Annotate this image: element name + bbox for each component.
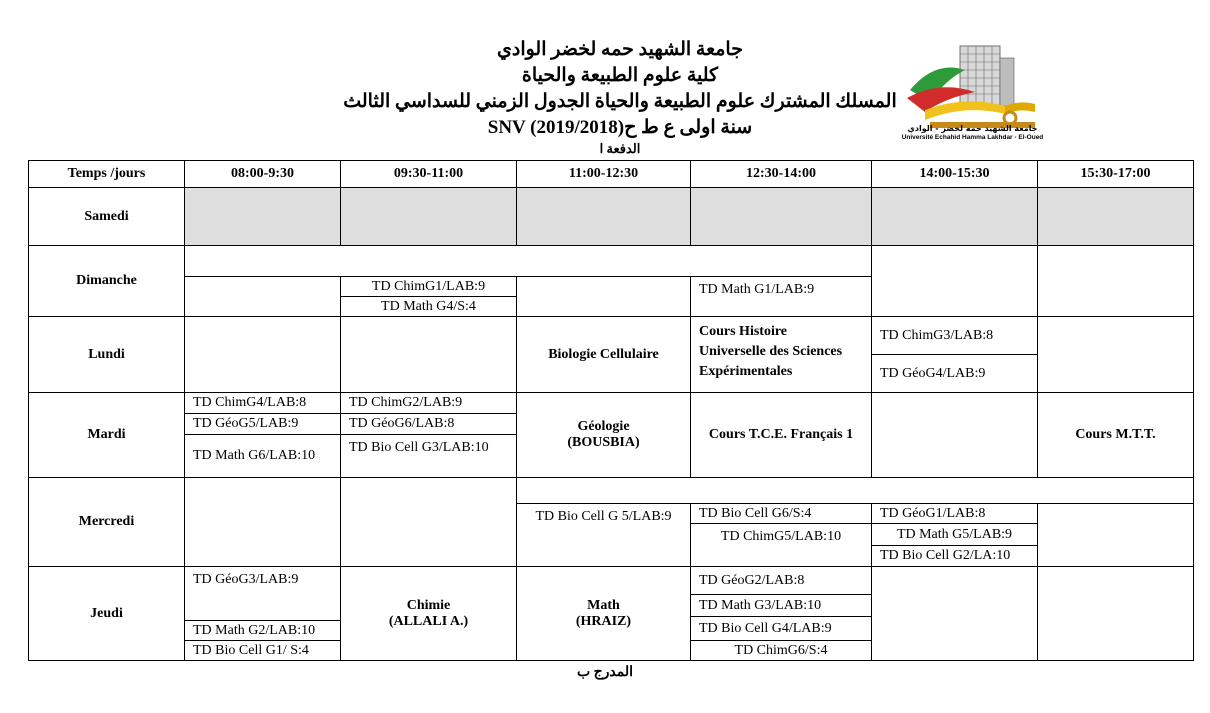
session-cell: TD ChimG2/LAB:9 — [341, 393, 517, 414]
empty-cell — [341, 317, 517, 393]
empty-cell — [517, 277, 691, 317]
logo-text-ar: جامعة الشهيد حمه لخضر - الوادي — [907, 124, 1038, 133]
lecture-hall-label: المدرج ب — [576, 665, 634, 680]
empty-cell — [872, 567, 1038, 661]
session-cell: TD GéoG3/LAB:9 — [185, 567, 341, 621]
session-line: Géologie — [577, 419, 630, 434]
empty-cell — [872, 393, 1038, 478]
session-line: Chimie — [406, 597, 451, 613]
session-cell: TD GéoG6/LAB:8 — [341, 414, 517, 435]
day-label: Jeudi — [29, 567, 185, 661]
session-cell: TD GéoG4/LAB:9 — [872, 355, 1038, 393]
session-line: (ALLALI A.) — [388, 613, 469, 629]
empty-cell — [185, 188, 341, 246]
timetable — [28, 160, 1194, 661]
empty-cell — [1038, 246, 1194, 317]
empty-cell — [185, 478, 341, 567]
day-label: Lundi — [29, 317, 185, 393]
time-header: 09:30-11:00 — [341, 161, 517, 188]
table-row — [29, 188, 1194, 246]
session-cell: TD Math G2/LAB:10 — [185, 621, 341, 641]
session-cell: TD ChimG4/LAB:8 — [185, 393, 341, 414]
session-cell — [691, 317, 872, 393]
faculty-name: كلية علوم الطبيعة والحياة — [521, 65, 719, 86]
table-row — [29, 393, 1194, 414]
header-row — [29, 161, 1194, 188]
session-cell: Cours M.T.T. — [1038, 393, 1194, 478]
empty-cell — [1038, 317, 1194, 393]
empty-cell — [185, 277, 341, 317]
empty-cell — [517, 188, 691, 246]
logo-text-fr: Université Echahid Hamma Lakhdar - El-Oued — [901, 134, 1044, 141]
session-cell — [517, 393, 691, 478]
session-cell: TD ChimG3/LAB:8 — [872, 317, 1038, 355]
time-header: 15:30-17:00 — [1038, 161, 1194, 188]
session-cell: TD GéoG1/LAB:8 — [872, 504, 1038, 524]
table-row — [29, 246, 1194, 277]
empty-cell — [1038, 504, 1194, 567]
year-title: سنة اولى ع ط حSNV (2019/2018) — [487, 117, 753, 138]
empty-cell — [1038, 188, 1194, 246]
day-label: Dimanche — [29, 246, 185, 317]
session-line: Universelle des Sciences — [699, 344, 843, 359]
session-cell — [517, 567, 691, 661]
batch-label: الدفعة ا — [599, 141, 641, 156]
empty-cell — [1038, 567, 1194, 661]
session-cell: TD Math G1/LAB:9 — [691, 277, 872, 317]
empty-cell — [517, 478, 1194, 504]
table-row — [29, 478, 1194, 504]
session-cell: TD ChimG1/LAB:9 — [341, 277, 517, 297]
session-cell: TD GéoG5/LAB:9 — [185, 414, 341, 435]
session-line: Math — [587, 597, 620, 613]
time-header: 11:00-12:30 — [517, 161, 691, 188]
session-cell: TD ChimG5/LAB:10 — [691, 524, 872, 567]
day-label: Mardi — [29, 393, 185, 478]
table-row — [29, 567, 1194, 595]
university-name: جامعة الشهيد حمه لخضر الوادي — [497, 39, 743, 60]
empty-cell — [341, 478, 517, 567]
program-title: المسلك المشترك علوم الطبيعة والحياة الجدول الزمني للسداسي الثالث — [343, 91, 897, 112]
session-cell: TD Bio Cell G4/LAB:9 — [691, 617, 872, 641]
session-cell: Biologie Cellulaire — [517, 317, 691, 393]
session-cell: TD Math G6/LAB:10 — [185, 435, 341, 478]
session-cell: TD Math G3/LAB:10 — [691, 595, 872, 617]
session-cell: TD Bio Cell G3/LAB:10 — [341, 435, 517, 478]
session-line: (HRAIZ) — [575, 613, 632, 629]
empty-cell — [185, 317, 341, 393]
session-line: (BOUSBIA) — [567, 435, 640, 450]
empty-cell — [341, 188, 517, 246]
table-row — [29, 317, 1194, 355]
session-line: Cours Histoire — [699, 324, 788, 339]
time-header: 12:30-14:00 — [691, 161, 872, 188]
session-cell: TD Bio Cell G 5/LAB:9 — [517, 504, 691, 567]
session-line: Expérimentales — [699, 364, 793, 379]
session-cell: Cours T.C.E. Français 1 — [691, 393, 872, 478]
empty-cell — [691, 188, 872, 246]
day-label: Mercredi — [29, 478, 185, 567]
empty-cell — [872, 246, 1038, 317]
session-cell: TD Math G4/S:4 — [341, 297, 517, 317]
corner-header: Temps /jours — [29, 161, 185, 188]
session-cell: TD Math G5/LAB:9 — [872, 524, 1038, 546]
time-header: 08:00-9:30 — [185, 161, 341, 188]
day-label: Samedi — [29, 188, 185, 246]
session-cell: TD Bio Cell G2/LA:10 — [872, 546, 1038, 567]
session-cell: TD ChimG6/S:4 — [691, 641, 872, 661]
time-header: 14:00-15:30 — [872, 161, 1038, 188]
empty-cell — [185, 246, 872, 277]
session-cell — [341, 567, 517, 661]
session-cell: TD Bio Cell G6/S:4 — [691, 504, 872, 524]
empty-cell — [872, 188, 1038, 246]
session-cell: TD GéoG2/LAB:8 — [691, 567, 872, 595]
session-cell: TD Bio Cell G1/ S:4 — [185, 641, 341, 661]
